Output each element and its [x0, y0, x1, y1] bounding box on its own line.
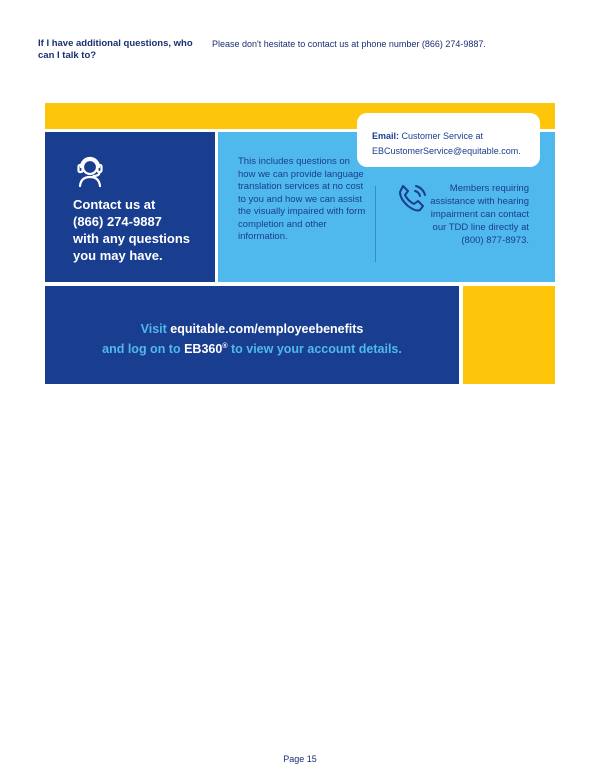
visit-url[interactable]: equitable.com/employeebenefits	[170, 322, 364, 336]
email-address[interactable]: EBCustomerService@equitable.com.	[372, 146, 521, 156]
contact-line-1: Contact us at	[73, 197, 156, 212]
email-label: Email:	[372, 131, 400, 141]
contact-line-4: you may have.	[73, 248, 163, 263]
decor-yellow-square	[463, 286, 555, 384]
visit-line2-suffix: to view your account details.	[230, 342, 402, 357]
page-number: Page 15	[283, 754, 317, 764]
tdd-text: Members requiring assistance with hearing impairment can contact our TDD line directly at (800) 877-8973.	[430, 183, 529, 246]
contact-line-3: with any questions	[73, 231, 191, 246]
info-text: This includes questions on how we can provide language translation services at no cost to you and how we can assist the visually impaired with form completion and other information.	[238, 156, 366, 242]
faq-question: If I have additional questions, who can I talk to?	[38, 38, 193, 61]
email-text: Customer Service at	[401, 131, 484, 141]
contact-phone: (866) 274-9887	[73, 214, 162, 229]
visit-word: Visit	[140, 322, 167, 336]
registered-mark: ®	[222, 343, 228, 350]
email-info	[372, 129, 537, 159]
contact-heading	[73, 196, 213, 264]
visit-line2-prefix: and log on to	[102, 342, 181, 357]
brand-name: EB360	[184, 342, 223, 357]
faq-answer: Please don't hesitate to contact us at phone number (866) 274-9887.	[212, 39, 486, 49]
visit-cta	[45, 321, 459, 358]
phone-ringing-icon	[396, 182, 428, 214]
divider	[375, 186, 376, 262]
headset-icon	[72, 152, 108, 188]
